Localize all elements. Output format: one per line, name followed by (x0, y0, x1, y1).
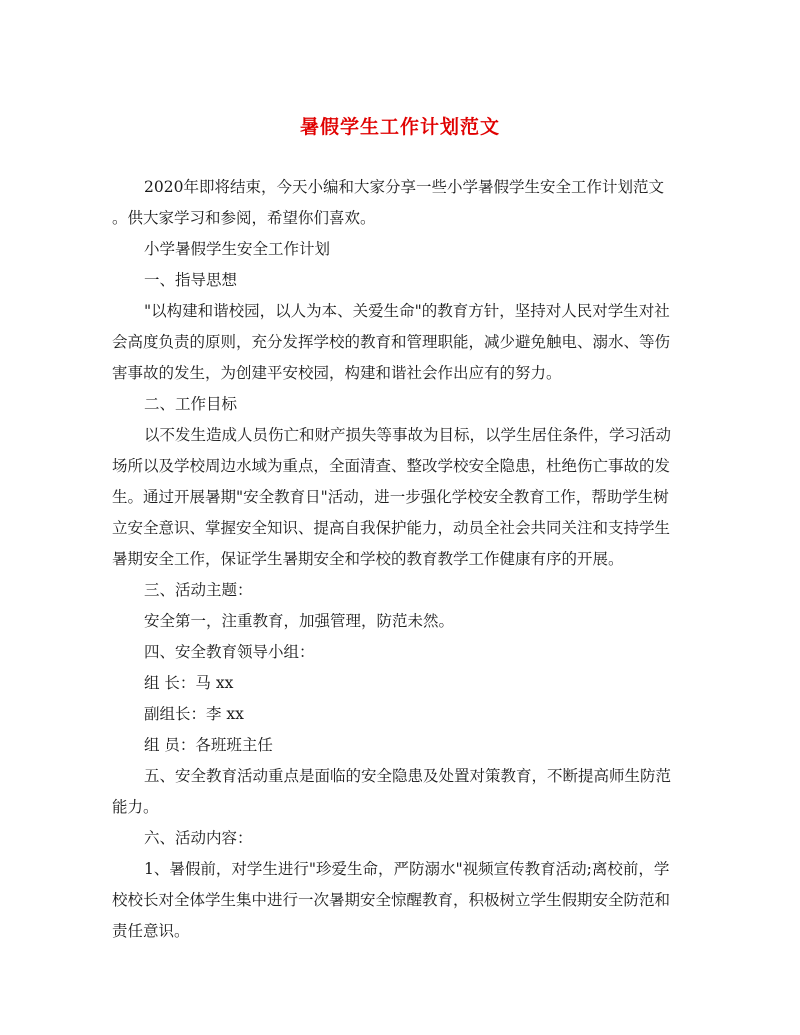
paragraph-leader (144, 668, 664, 699)
text-line: 三、活动主题： (144, 581, 253, 599)
text-line: 校校长对全体学生集中进行一次暑期安全惊醒教育，积极树立学生假期安全防范和 (112, 891, 671, 909)
text-line: 暑期安全工作，保证学生暑期安全和学校的教育教学工作健康有序的开展。 (112, 550, 624, 568)
document-title: 暑假学生工作计划范文 (299, 116, 500, 138)
text-line: 立安全意识、掌握安全知识、提高自我保护能力，动员全社会共同关注和支持学生 (112, 519, 671, 537)
text-line: 一、指导思想 (144, 271, 238, 289)
text-line: 以不发生造成人员伤亡和财产损失等事故为目标，以学生居住条件，学习活动 (144, 426, 672, 444)
text-line: 生。通过开展暑期"安全教育日"活动，进一步强化学校安全教育工作，帮助学生树 (112, 488, 669, 506)
text-line: 四、安全教育领导小组： (144, 643, 315, 661)
document-body (112, 172, 672, 947)
paragraph-h2 (144, 389, 664, 420)
paragraph-h4 (144, 637, 664, 668)
paragraph-p6 (112, 854, 671, 947)
paragraph-p3 (144, 606, 664, 637)
text-line: 责任意识。 (112, 922, 190, 940)
paragraph-plan-title (144, 234, 664, 265)
paragraph-vice-leader (144, 699, 664, 730)
text-line: 能力。 (112, 798, 159, 816)
text-line: 安全第一，注重教育，加强管理，防范未然。 (144, 612, 455, 630)
paragraph-h3 (144, 575, 664, 606)
text-line: 组 长：马 xx (144, 674, 234, 692)
text-line: 六、活动内容： (144, 829, 253, 847)
text-line: 五、安全教育活动重点是面临的安全隐患及处置对策教育，不断提高师生防范 (144, 767, 672, 785)
text-line: 副组长：李 xx (144, 705, 244, 723)
text-line: 二、工作目标 (144, 395, 238, 413)
paragraph-intro (112, 172, 664, 234)
text-line: 组 员：各班班主任 (144, 736, 273, 754)
text-line: 小学暑假学生安全工作计划 (144, 240, 331, 258)
text-line: 会高度负责的原则，充分发挥学校的教育和管理职能，减少避免触电、溺水、等伤 (112, 333, 671, 351)
text-line: 2020年即将结束，今天小编和大家分享一些小学暑假学生安全工作计划范文 (144, 178, 664, 196)
paragraph-p2 (112, 420, 672, 575)
paragraph-h5 (112, 761, 672, 823)
paragraph-members (144, 730, 664, 761)
text-line: 害事故的发生，为创建平安校园，构建和谐社会作出应有的努力。 (112, 364, 562, 382)
text-line: 1、暑假前，对学生进行"珍爱生命，严防溺水"视频宣传教育活动;离校前，学 (144, 860, 670, 878)
text-line: 。供大家学习和参阅，希望你们喜欢。 (112, 209, 376, 227)
text-line: 场所以及学校周边水域为重点，全面清查、整改学校安全隐患，杜绝伤亡事故的发 (112, 457, 671, 475)
paragraph-h1 (144, 265, 664, 296)
paragraph-p1 (112, 296, 671, 389)
paragraph-h6 (144, 823, 664, 854)
text-line: "以构建和谐校园，以人为本、关爱生命"的教育方针，坚持对人民对学生对社 (144, 302, 670, 320)
